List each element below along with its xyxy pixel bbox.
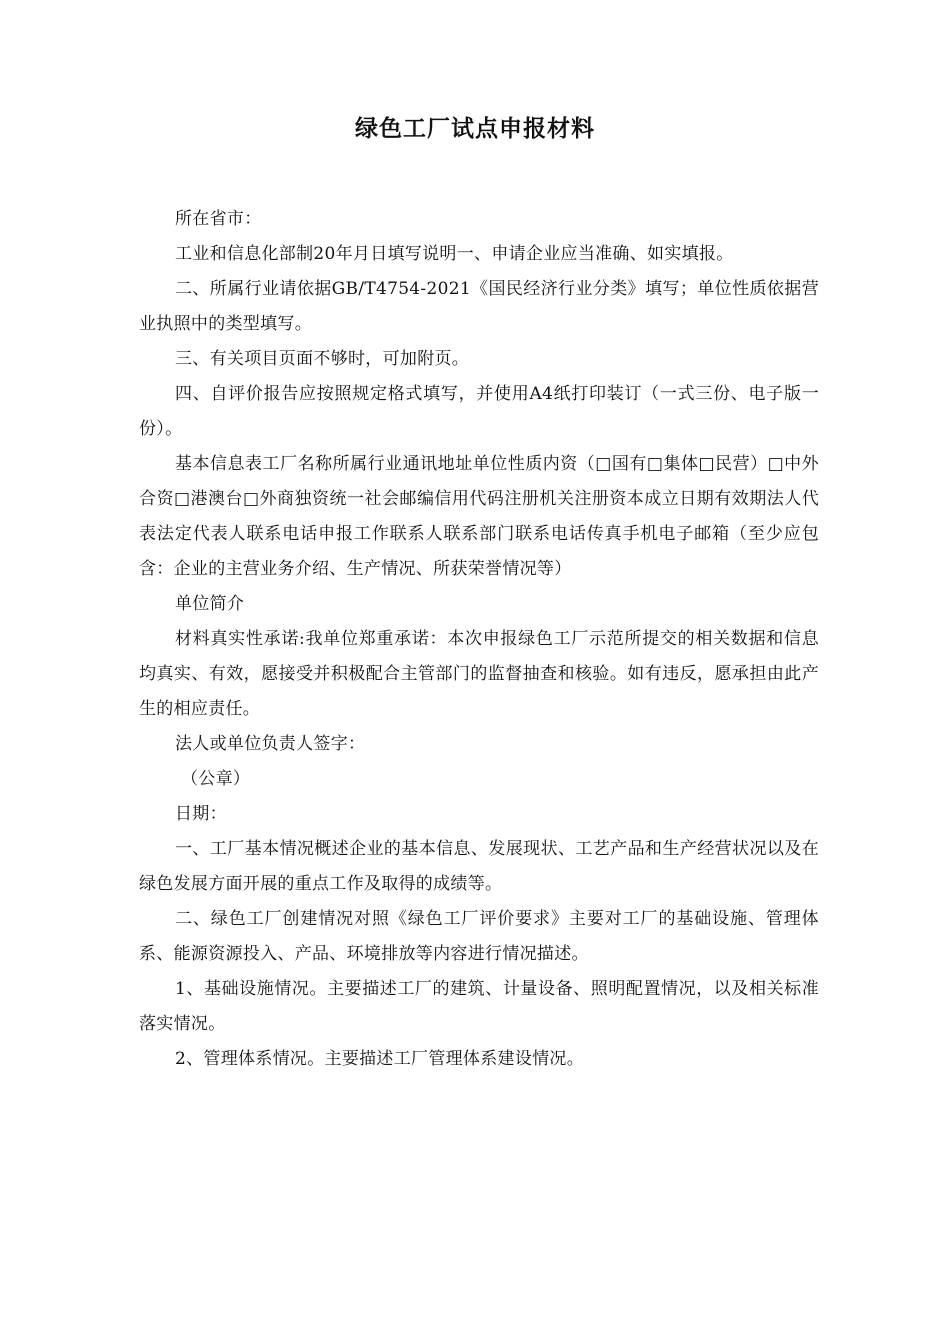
paragraph-signature: 法人或单位负责人签字：	[175, 734, 366, 754]
document-body	[139, 202, 819, 1077]
paragraph-province: 所在省市：	[175, 209, 262, 229]
paragraph-management-system: 2、管理体系情况。主要描述工厂管理体系建设情况。	[175, 1049, 585, 1069]
paragraph-infrastructure: 1、基础设施情况。主要描述工厂的建筑、计量设备、照明配置情况，以及相关标准落实情况。	[139, 979, 819, 1034]
paragraph-basic-info-table: 基本信息表工厂名称所属行业通讯地址单位性质内资（□国有□集体□民营）□中外合资□港澳台□外商独资统一社会邮编信用代码注册机关注册资本成立日期有效期法人代表法定代表人联系电话申报工作联系人联系部门联系电话传真手机电子邮箱（至少应包含：企业的主营业务介绍、生产情况、所获荣誉情况等）	[139, 454, 819, 579]
paragraph-section-1: 一、工厂基本情况概述企业的基本信息、发展现状、工艺产品和生产经营状况以及在绿色发展方面开展的重点工作及取得的成绩等。	[139, 839, 819, 894]
paragraph-instructions-3: 三、有关项目页面不够时，可加附页。	[175, 349, 470, 369]
paragraph-instructions-2: 二、所属行业请依据GB/T4754-2021《国民经济行业分类》填写；单位性质依据营业执照中的类型填写。	[139, 279, 819, 334]
document-title: 绿色工厂试点申报材料	[355, 116, 595, 142]
paragraph-authenticity-pledge: 材料真实性承诺:我单位郑重承诺：本次申报绿色工厂示范所提交的相关数据和信息均真实、有效，愿接受并积极配合主管部门的监督抽查和核验。如有违反，愿承担由此产生的相应责任。	[139, 629, 819, 719]
paragraph-official-seal: （公章）	[181, 769, 251, 789]
paragraph-instructions-4: 四、自评价报告应按照规定格式填写，并使用A4纸打印装订（一式三份、电子版一份）。	[139, 384, 819, 439]
paragraph-date: 日期：	[175, 804, 227, 824]
paragraph-instructions-1: 工业和信息化部制20年月日填写说明一、申请企业应当准确、如实填报。	[175, 244, 734, 264]
paragraph-unit-intro: 单位简介	[175, 594, 245, 614]
paragraph-section-2: 二、绿色工厂创建情况对照《绿色工厂评价要求》主要对工厂的基础设施、管理体系、能源资源投入、产品、环境排放等内容进行情况描述。	[139, 909, 819, 964]
